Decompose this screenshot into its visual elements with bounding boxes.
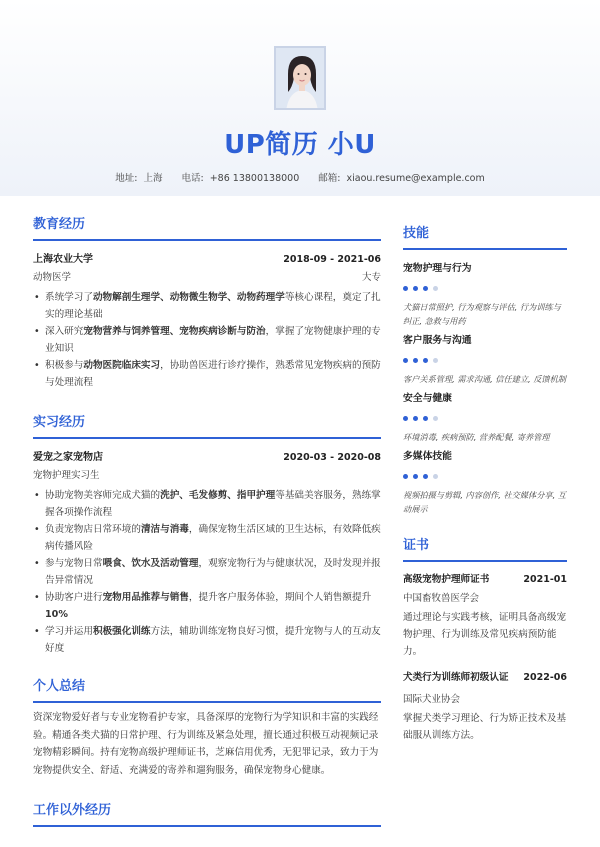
internship-role-row bbox=[33, 467, 381, 481]
internship-title: 实习经历 bbox=[33, 415, 86, 430]
contact-phone bbox=[182, 170, 300, 184]
internship-header-row bbox=[33, 448, 381, 463]
skill-name: 客户服务与沟通 bbox=[403, 335, 472, 346]
resume-header bbox=[0, 0, 600, 196]
skills-title: 技能 bbox=[403, 226, 430, 241]
level-dot-filled bbox=[423, 358, 428, 363]
level-dot-empty bbox=[433, 416, 438, 421]
contact-address-value: 上海 bbox=[143, 173, 163, 184]
summary-text: 资深宠物爱好者与专业宠物看护专家，具备深厚的宠物行为学知识和丰富的实践经验。精通各类犬猫的日常护理、行为训练及紧急处理，擅长通过积极互动视频记录宠物精彩瞬间。持有宠物高级护理师证书，芝麻信用优秀，无犯罪记录，致力于为宠物提供安全、舒适、充满爱的寄养和遛狗服务，确保宠物身心健康。 bbox=[33, 712, 379, 776]
skills-divider bbox=[403, 248, 567, 250]
education-title: 教育经历 bbox=[33, 217, 86, 232]
skill-item bbox=[403, 332, 567, 386]
internship-bullet: • 负责宠物店日常环境的清洁与消毒，确保宠物生活区域的卫生达标，有效降低疾病传播风险 bbox=[33, 521, 381, 555]
education-bullet: • 积极参与动物医院临床实习，协助兽医进行诊疗操作，熟悉常见宠物疾病的预防与处理流程 bbox=[33, 357, 381, 391]
level-dot-filled bbox=[403, 358, 408, 363]
level-dot-empty bbox=[433, 286, 438, 291]
skill-description: 犬猫日常照护, 行为观察与评估, 行为训练与纠正, 急救与用药 bbox=[403, 302, 561, 326]
education-bullet: • 深入研究宠物营养与饲养管理、宠物疾病诊断与防治，掌握了宠物健康护理的专业知识 bbox=[33, 323, 381, 357]
skill-description: 客户关系管理, 需求沟通, 信任建立, 反馈机制 bbox=[403, 374, 566, 384]
summary-section bbox=[33, 675, 381, 779]
certificate-date: 2022-06 bbox=[523, 672, 567, 683]
internship-bullets bbox=[33, 487, 381, 657]
certificate-description: 掌握犬类学习理论、行为矫正技术及基础服从训练方法。 bbox=[403, 713, 567, 741]
skill-level-dots bbox=[403, 471, 567, 482]
contact-address bbox=[115, 170, 162, 184]
certificate-header bbox=[403, 571, 567, 585]
certificate-item bbox=[403, 571, 567, 660]
contact-email bbox=[318, 170, 484, 184]
level-dot-filled bbox=[403, 416, 408, 421]
education-divider bbox=[33, 239, 381, 241]
skill-name: 多媒体技能 bbox=[403, 451, 452, 462]
contact-email-value: xiaou.resume@example.com bbox=[346, 173, 485, 184]
education-bullet: • 系统学习了动物解剖生理学、动物微生物学、动物药理学等核心课程，奠定了扎实的理论基础 bbox=[33, 289, 381, 323]
level-dot-filled bbox=[423, 286, 428, 291]
education-bullets bbox=[33, 289, 381, 391]
internship-bullet: • 学习并运用积极强化训练方法，辅助训练宠物良好习惯，提升宠物与人的互动友好度 bbox=[33, 623, 381, 657]
internship-company: 爱宠之家宠物店 bbox=[33, 452, 103, 463]
education-section bbox=[33, 213, 381, 391]
certificates-divider bbox=[403, 560, 567, 562]
certificate-item bbox=[403, 670, 567, 744]
certificate-issuer: 国际犬业协会 bbox=[403, 694, 461, 705]
contact-email-key: 邮箱: bbox=[318, 173, 341, 184]
internship-bullet: • 协助宠物美容师完成犬猫的洗护、毛发修剪、指甲护理等基础美容服务，熟练掌握各项操作流程 bbox=[33, 487, 381, 521]
level-dot-filled bbox=[413, 474, 418, 479]
certificate-issuer: 中国畜牧兽医学会 bbox=[403, 593, 480, 604]
skill-description: 环境消毒, 疾病预防, 营养配餐, 寄养管理 bbox=[403, 432, 550, 442]
other-section bbox=[33, 799, 381, 827]
internship-bullet: • 协助客户进行宠物用品推荐与销售，提升客户服务体验，期间个人销售额提升10% bbox=[33, 589, 381, 623]
skill-name: 安全与健康 bbox=[403, 393, 452, 404]
level-dot-filled bbox=[413, 358, 418, 363]
level-dot-empty bbox=[433, 358, 438, 363]
level-dot-empty bbox=[433, 474, 438, 479]
skill-item bbox=[403, 448, 567, 516]
contact-line bbox=[0, 170, 600, 184]
skill-description: 视频拍摄与剪辑, 内容创作, 社交媒体分享, 互动展示 bbox=[403, 490, 566, 514]
skills-section bbox=[403, 222, 567, 516]
certificates-section bbox=[403, 534, 567, 744]
skill-item bbox=[403, 390, 567, 444]
internship-bullet: • 参与宠物日常喂食、饮水及活动管理，观察宠物行为与健康状况，及时发现并报告异常情况 bbox=[33, 555, 381, 589]
level-dot-filled bbox=[413, 286, 418, 291]
other-title: 工作以外经历 bbox=[33, 803, 112, 818]
certificate-name: 高级宠物护理师证书 bbox=[403, 574, 490, 585]
certificates-title: 证书 bbox=[403, 538, 430, 553]
right-column bbox=[403, 196, 567, 744]
summary-divider bbox=[33, 701, 381, 703]
certificate-description: 通过理论与实践考核，证明具备高级宠物护理、行为训练及常见疾病预防能力。 bbox=[403, 612, 567, 657]
other-divider bbox=[33, 825, 381, 827]
education-degree: 大专 bbox=[361, 272, 381, 283]
level-dot-filled bbox=[413, 416, 418, 421]
education-major: 动物医学 bbox=[33, 272, 72, 283]
education-school: 上海农业大学 bbox=[33, 254, 93, 265]
internship-divider bbox=[33, 437, 381, 439]
certificate-header bbox=[403, 670, 567, 686]
level-dot-filled bbox=[423, 474, 428, 479]
candidate-name: UP简历 小U bbox=[224, 130, 376, 160]
internship-period: 2020-03 - 2020-08 bbox=[283, 452, 381, 463]
skill-name: 宠物护理与行为 bbox=[403, 263, 472, 274]
skill-level-dots bbox=[403, 413, 567, 424]
summary-title: 个人总结 bbox=[33, 679, 86, 694]
level-dot-filled bbox=[403, 286, 408, 291]
internship-section bbox=[33, 411, 381, 657]
contact-address-key: 地址: bbox=[115, 173, 138, 184]
skill-level-dots bbox=[403, 355, 567, 366]
profile-photo bbox=[274, 46, 326, 110]
contact-phone-value: +86 13800138000 bbox=[209, 173, 300, 184]
avatar-icon bbox=[276, 48, 326, 110]
education-period: 2018-09 - 2021-06 bbox=[283, 254, 381, 265]
left-column bbox=[33, 196, 381, 827]
skill-level-dots bbox=[403, 283, 567, 294]
contact-phone-key: 电话: bbox=[181, 173, 204, 184]
skill-item bbox=[403, 260, 567, 328]
level-dot-filled bbox=[403, 474, 408, 479]
education-sub-row bbox=[33, 269, 381, 283]
internship-role: 宠物护理实习生 bbox=[33, 470, 100, 481]
certificate-date: 2021-01 bbox=[523, 574, 567, 585]
certificate-name: 犬类行为训练师初级认证 bbox=[403, 672, 509, 683]
level-dot-filled bbox=[423, 416, 428, 421]
education-header-row bbox=[33, 250, 381, 265]
